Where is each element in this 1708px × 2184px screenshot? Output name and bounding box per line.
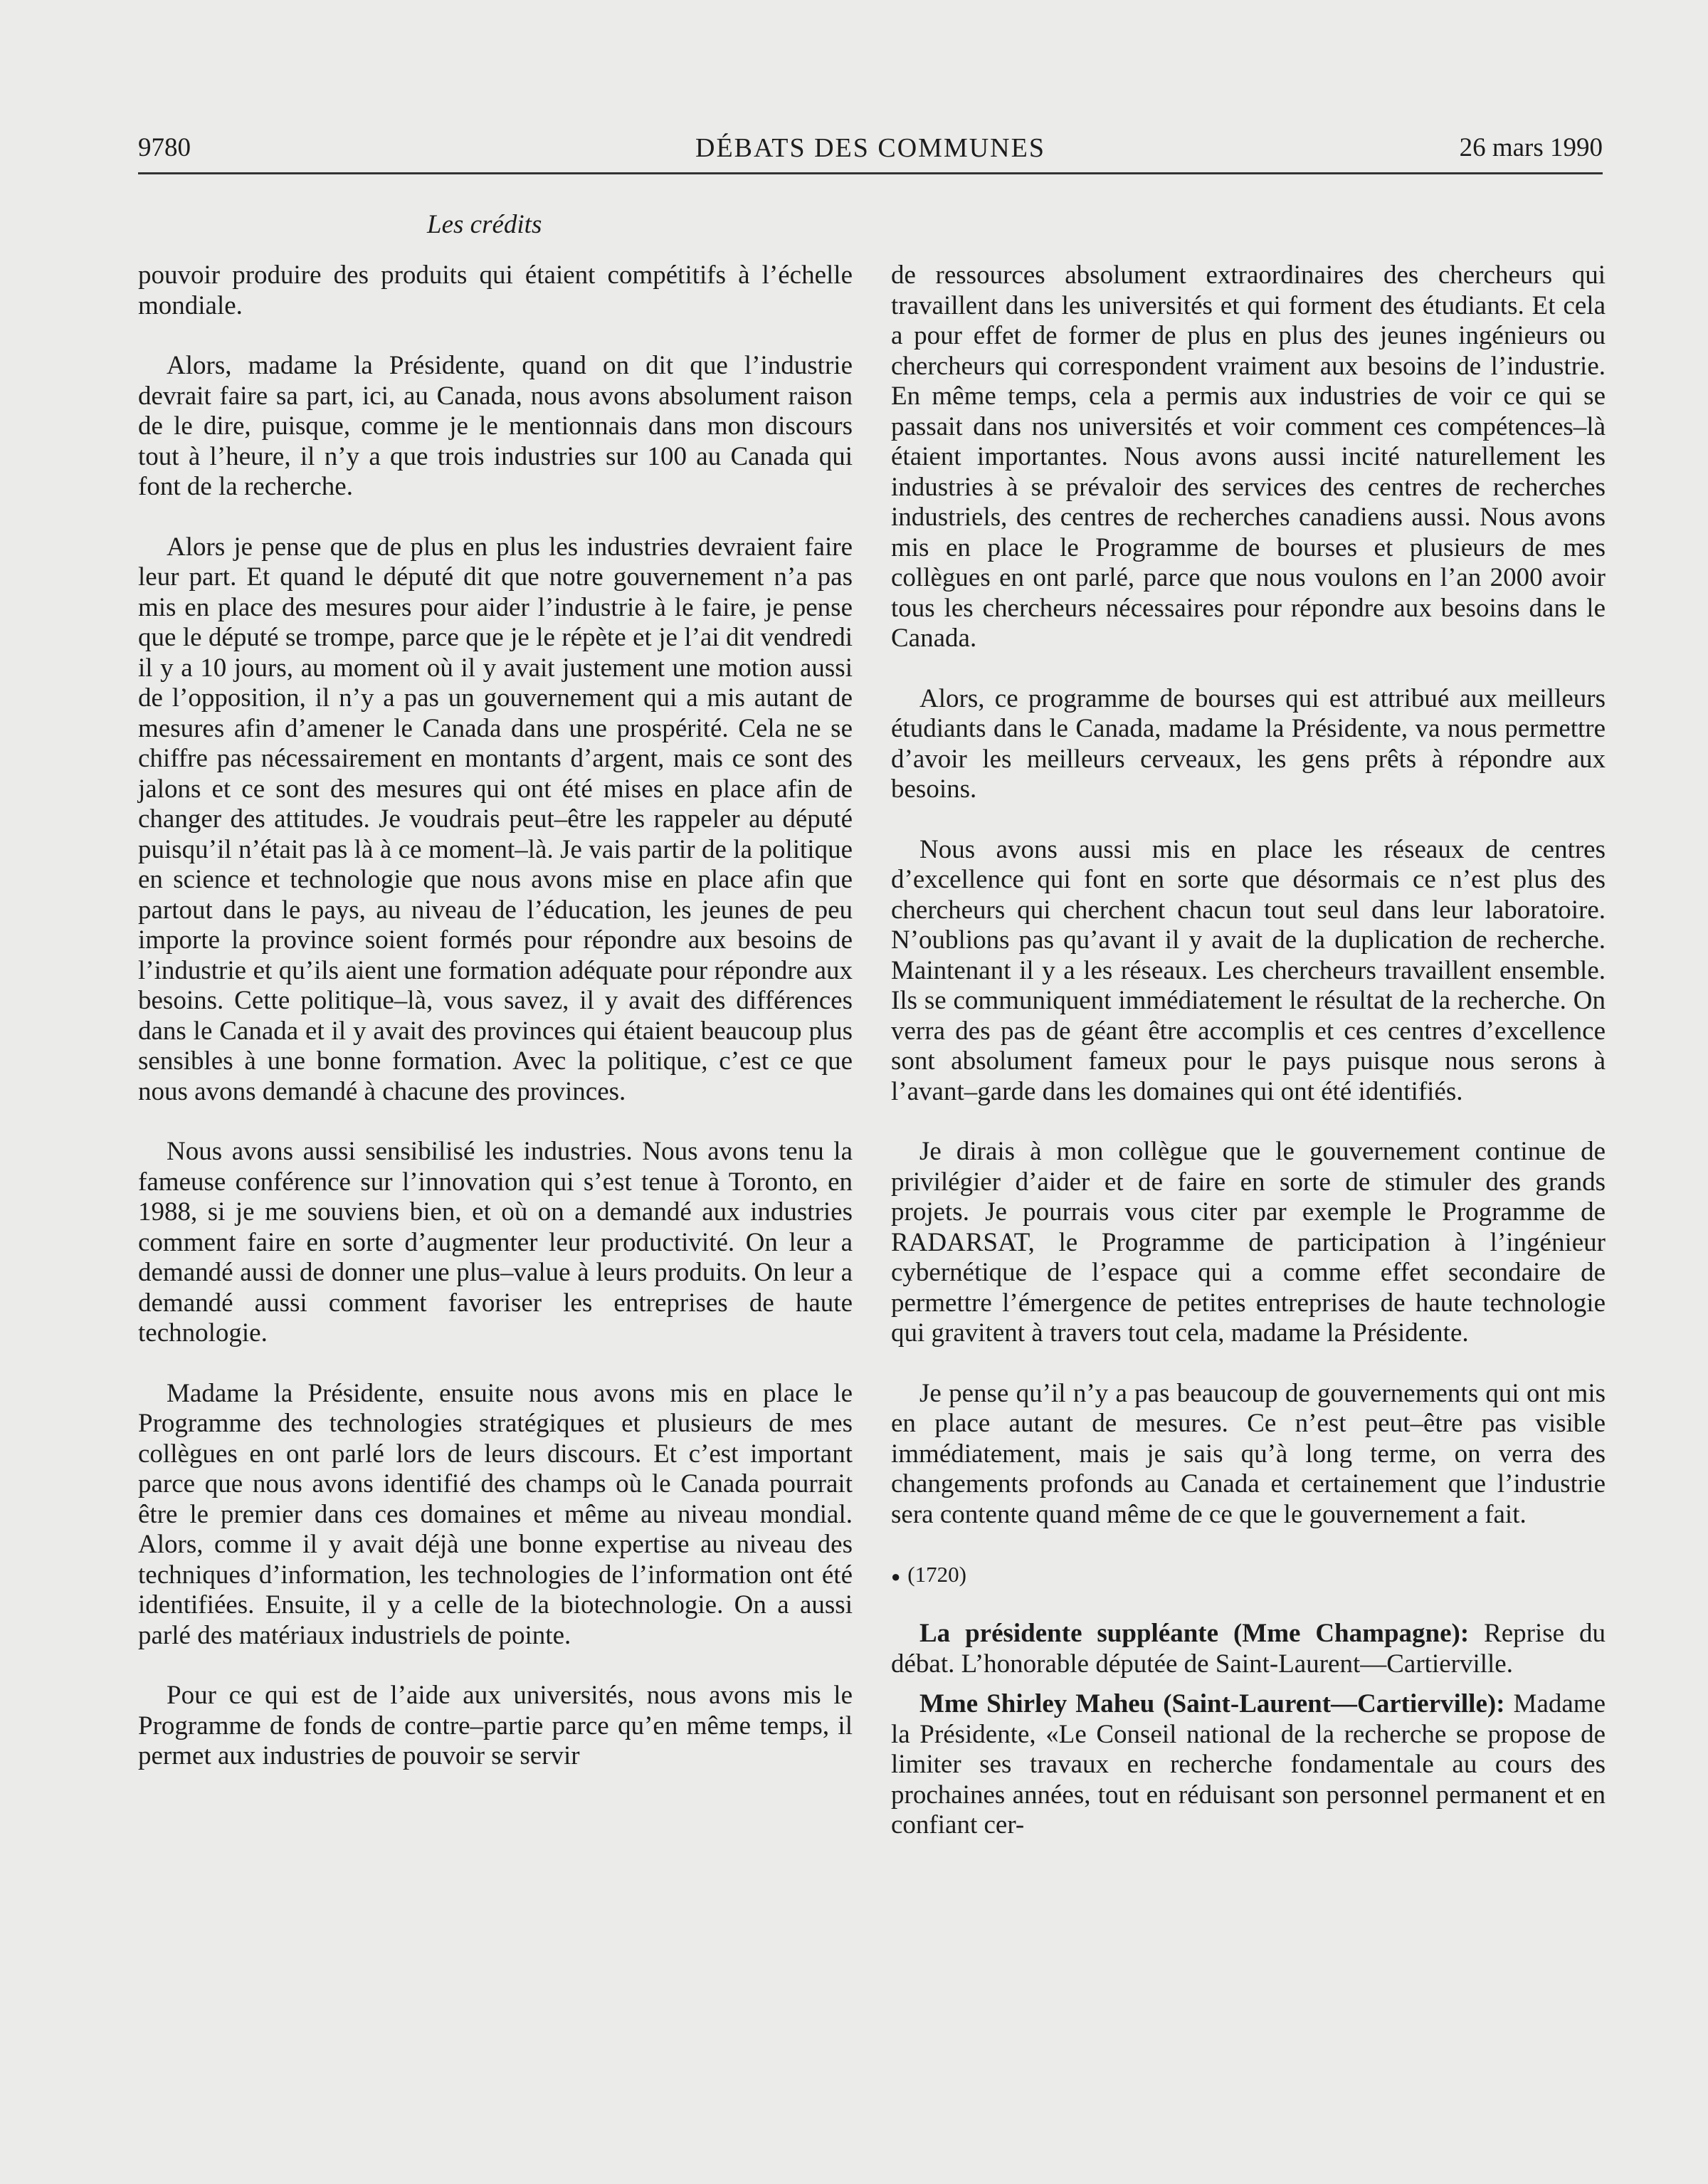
paragraph: Alors je pense que de plus en plus les industries devraient faire leur part. Et quand le député dit que notre gouvernement n’a pas mis en place des mesures pour aider l’industrie à le faire, je pense que le député se trompe, parce que je le répète et je l’ai dit vendredi il y a 10 jours, au moment où il y avait justement une motion aussi de l’opposition, il n’y a pas un gouvernement qui a mis autant de mesures afin d’amener le Canada dans une prospérité. Cela ne se chiffre pas nécessairement en montants d’argent, mais ce sont des jalons et ce sont des mesures qui ont été mises en place afin de changer des attitudes. Je voudrais peut–être les rappeler au député puisqu’il n’était pas là à ce moment–là. Je vais partir de la politique en science et technologie que nous avons mise en place afin que partout dans le pays, au niveau de l’éducation, les jeunes de peu importe la province soient formés pour répondre aux besoins de l’industrie et qu’ils aient une formation adéquate pour répondre aux besoins. Cette politique–là, vous savez, il y avait des différences dans le Canada et il y avait des provinces qui étaient beaucoup plus sensibles à une bonne formation. Avec la politique, c’est ce que nous avons demandé à chacune des provinces. [138,532,853,1106]
left-column [138,261,853,1802]
speaker-text: Reprise du débat. L’honorable députée de Saint-Laurent—Cartierville. [891,1619,1606,1679]
speaker-name: La présidente suppléante (Mme Champagne): [919,1619,1470,1649]
speaker-paragraph [891,1689,1606,1841]
paragraph: Je pense qu’il n’y a pas beaucoup de gouvernements qui ont mis en place autant de mesures. Ce n’est peut–être pas visible immédiatement, mais je sais qu’à long terme, on verra des changements profonds au Canada et certainement que l’industrie sera contente quand même de ce que le gouvernement a fait. [891,1378,1606,1529]
paragraph: de ressources absolument extraordinaires des chercheurs qui travaillent dans les universités et qui forment des étudiants. Et cela a pour effet de former de plus en plus des jeunes ingénieurs ou chercheurs qui correspondent vraiment aux besoins de l’industrie. En même temps, cela a permis aux industries de voir ce qui se passait dans nos universités et voir comment ces compétences–là étaient importantes. Nous avons aussi incité naturellement les industries à se prévaloir des services des centres de recherches industriels, des centres de recherches canadiens aussi. Nous avons mis en place le Programme de bourses et plusieurs de mes collègues en ont parlé, parce que nous voulons en l’an 2000 avoir tous les chercheurs nécessaires pour répondre aux besoins dans le Canada. [891,261,1606,653]
speaker-paragraph [891,1619,1606,1679]
speaker-name: Mme Shirley Maheu (Saint-Laurent—Cartierville): [919,1689,1505,1719]
paragraph: Nous avons aussi sensibilisé les industries. Nous avons tenu la fameuse conférence sur l’innovation qui s’est tenue à Toronto, en 1988, si je me souviens bien, et où on a demandé aux industries comment faire en sorte d’augmenter leur productivité. On leur a demandé aussi de donner une plus–value à leurs produits. On leur a demandé aussi comment favoriser les entreprises de haute technologie. [138,1137,853,1348]
page-number: 9780 [138,133,191,162]
right-column [891,261,1606,1851]
paragraph: Je dirais à mon collègue que le gouvernement continue de privilégier d’aider et de faire en sorte de stimuler des grands projets. Je pourrais vous citer par exemple le Programme de RADARSAT, le Programme de participation à l’ingénieur cybernétique de l’espace qui a comme effet secondaire de permettre l’émergence de petites entreprises de haute technologie qui gravitent à travers tout cela, madame la Présidente. [891,1137,1606,1348]
time-marker [891,1560,1606,1592]
journal-title: DÉBATS DES COMMUNES [695,133,1045,163]
paragraph: Madame la Présidente, ensuite nous avons mis en place le Programme des technologies stratégiques et plusieurs de mes collègues en ont parlé lors de leurs discours. Et c’est important parce que nous avons identifié des champs où le Canada pourrait être le premier dans ces domaines et même au niveau mondial. Alors, comme il y avait déjà une bonne expertise au niveau des techniques d’information, les technologies de l’information ont été identifiées. Ensuite, il y a celle de la biotechnologie. On a aussi parlé des matériaux industriels de pointe. [138,1378,853,1650]
section-title: Les crédits [427,210,542,239]
issue-date: 26 mars 1990 [1459,133,1603,162]
paragraph: pouvoir produire des produits qui étaient compétitifs à l’échelle mondiale. [138,261,853,320]
bullet-icon: ● [891,1567,901,1585]
paragraph: Pour ce qui est de l’aide aux universités, nous avons mis le Programme de fonds de contre–partie parce qu’en même temps, il permet aux industries de pouvoir se servir [138,1681,853,1770]
paragraph: Nous avons aussi mis en place les réseaux de centres d’excellence qui font en sorte que désormais ce n’est plus des chercheurs qui cherchent chacun tout seul dans leur laboratoire. N’oublions pas qu’avant il y avait de la duplication de recherche. Maintenant il y a les réseaux. Les chercheurs travaillent ensemble. Ils se communiquent immédiatement le résultat de la recherche. On verra des pas de géant être accomplis et ces centres d’excellence sont absolument fameux pour le pays puisque nous serons à l’avant–garde dans les domaines qui ont été identifiés. [891,834,1606,1106]
speaker-text: Madame la Présidente, «Le Conseil national de la recherche se propose de limiter ses travaux en recherche fondamentale au cours des prochaines années, tout en réduisant son personnel permanent et en confiant cer- [891,1689,1606,1840]
paragraph: Alors, ce programme de bourses qui est attribué aux meilleurs étudiants dans le Canada, madame la Présidente, va nous permettre d’avoir les meilleurs cerveaux, les gens prêts à répondre aux besoins. [891,683,1606,804]
time-marker-text: (1720) [907,1562,966,1587]
paragraph: Alors, madame la Présidente, quand on dit que l’industrie devrait faire sa part, ici, au Canada, nous avons absolument raison de le dire, puisque, comme je le mentionnais dans mon discours tout à l’heure, il n’y a que trois industries sur 100 au Canada qui font de la recherche. [138,351,853,501]
running-head [138,132,1603,174]
